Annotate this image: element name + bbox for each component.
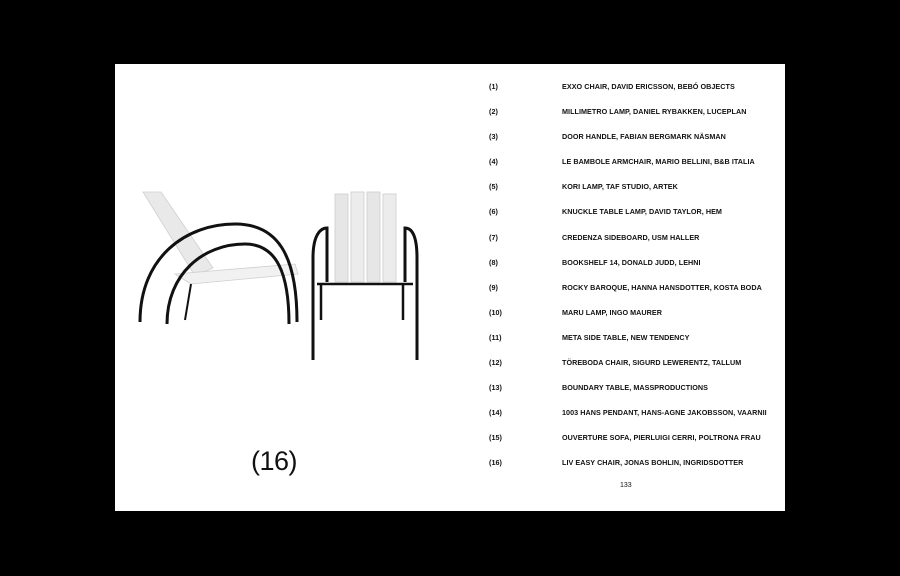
item-number: (13) [489, 383, 502, 393]
item-number: (16) [489, 458, 502, 468]
item-number: (10) [489, 307, 502, 317]
item-label: MILLIMETRO LAMP, DANIEL RYBAKKEN, LUCEPLAN [562, 107, 747, 117]
item-label: TÖREBODA CHAIR, SIGURD LEWERENTZ, TALLUM [562, 358, 742, 368]
item-number: (2) [489, 107, 498, 117]
item-number: (7) [489, 232, 498, 242]
item-number: (6) [489, 207, 498, 217]
item-label: BOOKSHELF 14, DONALD JUDD, LEHNI [562, 257, 701, 267]
item-label: KORI LAMP, TAF STUDIO, ARTEK [562, 182, 678, 192]
item-label: EXXO CHAIR, DAVID ERICSSON, BEBÓ OBJECTS [562, 82, 735, 91]
item-number: (8) [489, 257, 498, 267]
item-label: ROCKY BAROQUE, HANNA HANSDOTTER, KOSTA BODA [562, 282, 762, 292]
item-number: (5) [489, 182, 498, 192]
item-number: (3) [489, 132, 498, 142]
item-label: LE BAMBOLE ARMCHAIR, MARIO BELLINI, B&B ITALIA [562, 157, 755, 167]
item-number: (11) [489, 332, 502, 342]
item-number: (1) [489, 82, 498, 91]
item-label: MARU LAMP, INGO MAURER [562, 307, 662, 317]
item-number: (9) [489, 282, 498, 292]
item-label: CREDENZA SIDEBOARD, USM HALLER [562, 232, 700, 242]
chairs-photo [135, 184, 435, 434]
item-label: 1003 HANS PENDANT, HANS-AGNE JAKOBSSON, VAARNII [562, 408, 767, 418]
item-number: (4) [489, 157, 498, 167]
item-label: LIV EASY CHAIR, JONAS BOHLIN, INGRIDSDOTTER [562, 458, 744, 468]
item-label: KNUCKLE TABLE LAMP, DAVID TAYLOR, HEM [562, 207, 722, 217]
book-spread [115, 64, 785, 511]
right-chair [313, 192, 417, 360]
item-label: OUVERTURE SOFA, PIERLUIGI CERRI, POLTRONA FRAU [562, 433, 761, 443]
item-label: DOOR HANDLE, FABIAN BERGMARK NÄSMAN [562, 132, 726, 142]
figure-number: (16) [251, 446, 298, 476]
item-label: META SIDE TABLE, NEW TENDENCY [562, 332, 690, 342]
item-label: BOUNDARY TABLE, MASSPRODUCTIONS [562, 383, 708, 393]
page-number: 133 [620, 482, 632, 489]
left-chair [140, 192, 298, 324]
item-number: (15) [489, 433, 502, 443]
item-number: (14) [489, 408, 502, 418]
item-number: (12) [489, 358, 502, 368]
